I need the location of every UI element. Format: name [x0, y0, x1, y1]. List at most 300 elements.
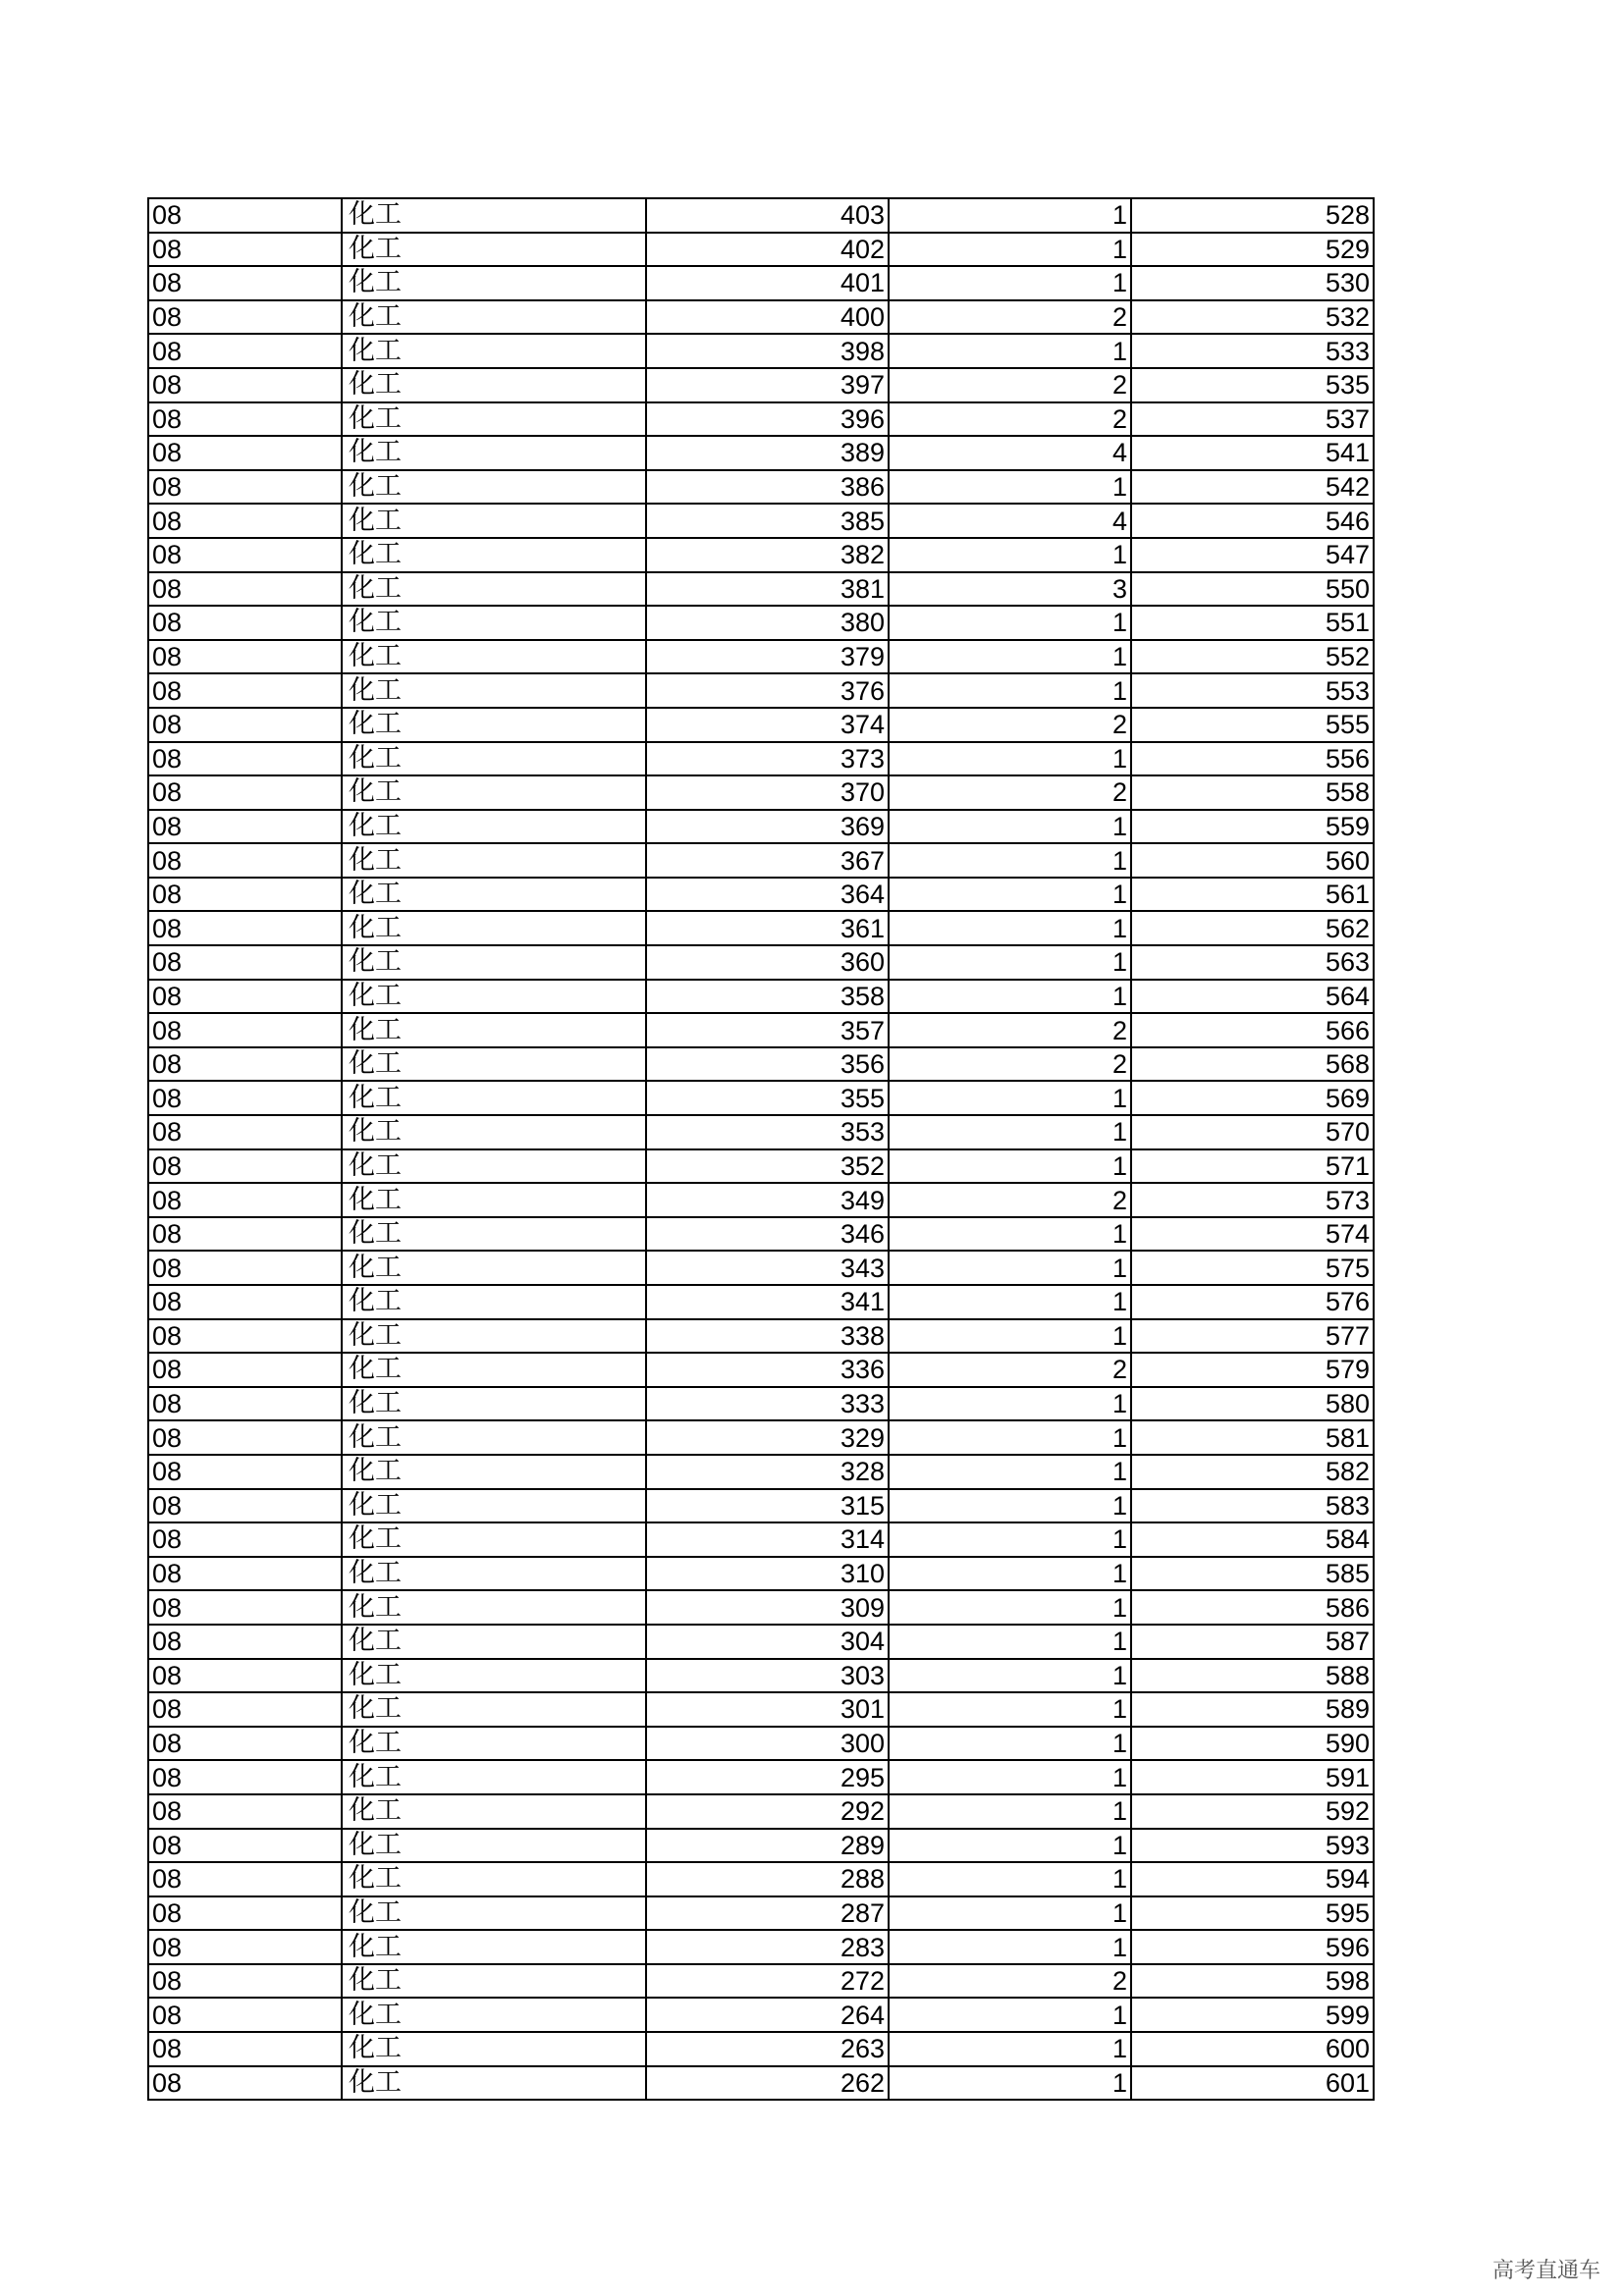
- score-cell: 349: [646, 1183, 889, 1217]
- table-row: [148, 538, 1374, 572]
- major-cell: 化工: [342, 368, 646, 402]
- code-cell: 08: [148, 1353, 342, 1387]
- table-row: [148, 911, 1374, 945]
- cumulative-cell: 559: [1131, 810, 1374, 844]
- code-cell: 08: [148, 1692, 342, 1727]
- cumulative-cell: 586: [1131, 1590, 1374, 1625]
- major-cell: 化工: [342, 1013, 646, 1047]
- table-row: [148, 945, 1374, 980]
- count-cell: 1: [889, 980, 1131, 1014]
- code-cell: 08: [148, 775, 342, 810]
- major-cell: 化工: [342, 1727, 646, 1761]
- score-cell: 382: [646, 538, 889, 572]
- count-cell: 1: [889, 1862, 1131, 1896]
- score-cell: 403: [646, 198, 889, 233]
- table-row: [148, 1590, 1374, 1625]
- table-row: [148, 1896, 1374, 1931]
- count-cell: 2: [889, 300, 1131, 335]
- count-cell: 1: [889, 1727, 1131, 1761]
- code-cell: 08: [148, 1557, 342, 1591]
- score-cell: 380: [646, 606, 889, 640]
- table-row: [148, 436, 1374, 470]
- count-cell: 1: [889, 1794, 1131, 1829]
- cumulative-cell: 598: [1131, 1964, 1374, 1999]
- major-cell: 化工: [342, 1420, 646, 1455]
- score-cell: 341: [646, 1285, 889, 1319]
- table-row: [148, 878, 1374, 912]
- cumulative-cell: 535: [1131, 368, 1374, 402]
- count-cell: 2: [889, 1183, 1131, 1217]
- count-cell: 1: [889, 640, 1131, 674]
- score-cell: 398: [646, 334, 889, 368]
- count-cell: 2: [889, 708, 1131, 742]
- code-cell: 08: [148, 1930, 342, 1964]
- count-cell: 1: [889, 2066, 1131, 2101]
- code-cell: 08: [148, 2066, 342, 2101]
- table-row: [148, 504, 1374, 538]
- cumulative-cell: 566: [1131, 1013, 1374, 1047]
- count-cell: 1: [889, 1217, 1131, 1252]
- table-row: [148, 300, 1374, 335]
- code-cell: 08: [148, 673, 342, 708]
- table-row: [148, 1353, 1374, 1387]
- table-row: [148, 233, 1374, 267]
- major-cell: 化工: [342, 1760, 646, 1794]
- score-cell: 385: [646, 504, 889, 538]
- count-cell: 1: [889, 1896, 1131, 1931]
- count-cell: 2: [889, 368, 1131, 402]
- count-cell: 1: [889, 1659, 1131, 1693]
- cumulative-cell: 580: [1131, 1387, 1374, 1421]
- count-cell: 1: [889, 606, 1131, 640]
- cumulative-cell: 573: [1131, 1183, 1374, 1217]
- major-cell: 化工: [342, 742, 646, 776]
- count-cell: 1: [889, 1489, 1131, 1523]
- cumulative-cell: 584: [1131, 1522, 1374, 1557]
- cumulative-cell: 560: [1131, 843, 1374, 878]
- count-cell: 4: [889, 504, 1131, 538]
- count-cell: 1: [889, 1557, 1131, 1591]
- count-cell: 1: [889, 334, 1131, 368]
- score-cell: 292: [646, 1794, 889, 1829]
- count-cell: 1: [889, 810, 1131, 844]
- table-row: [148, 1625, 1374, 1659]
- cumulative-cell: 562: [1131, 911, 1374, 945]
- count-cell: 1: [889, 1149, 1131, 1184]
- cumulative-cell: 547: [1131, 538, 1374, 572]
- cumulative-cell: 546: [1131, 504, 1374, 538]
- table-row: [148, 266, 1374, 300]
- score-cell: 389: [646, 436, 889, 470]
- score-cell: 336: [646, 1353, 889, 1387]
- code-cell: 08: [148, 334, 342, 368]
- table-row: [148, 1183, 1374, 1217]
- cumulative-cell: 590: [1131, 1727, 1374, 1761]
- score-cell: 304: [646, 1625, 889, 1659]
- count-cell: 2: [889, 1353, 1131, 1387]
- table-row: [148, 1387, 1374, 1421]
- major-cell: 化工: [342, 1896, 646, 1931]
- cumulative-cell: 579: [1131, 1353, 1374, 1387]
- major-cell: 化工: [342, 1251, 646, 1285]
- code-cell: 08: [148, 1862, 342, 1896]
- score-cell: 328: [646, 1455, 889, 1489]
- major-cell: 化工: [342, 775, 646, 810]
- major-cell: 化工: [342, 1862, 646, 1896]
- code-cell: 08: [148, 1455, 342, 1489]
- score-cell: 396: [646, 402, 889, 437]
- cumulative-cell: 595: [1131, 1896, 1374, 1931]
- table-row: [148, 1727, 1374, 1761]
- code-cell: 08: [148, 1625, 342, 1659]
- code-cell: 08: [148, 1285, 342, 1319]
- count-cell: 2: [889, 1047, 1131, 1082]
- major-cell: 化工: [342, 1692, 646, 1727]
- table-row: [148, 1149, 1374, 1184]
- score-cell: 402: [646, 233, 889, 267]
- score-cell: 343: [646, 1251, 889, 1285]
- score-cell: 264: [646, 1998, 889, 2032]
- table-row: [148, 1930, 1374, 1964]
- score-cell: 356: [646, 1047, 889, 1082]
- cumulative-cell: 599: [1131, 1998, 1374, 2032]
- code-cell: 08: [148, 368, 342, 402]
- cumulative-cell: 593: [1131, 1829, 1374, 1863]
- count-cell: 2: [889, 1964, 1131, 1999]
- score-cell: 346: [646, 1217, 889, 1252]
- score-cell: 355: [646, 1081, 889, 1115]
- score-cell: 329: [646, 1420, 889, 1455]
- count-cell: 1: [889, 673, 1131, 708]
- code-cell: 08: [148, 266, 342, 300]
- table-row: [148, 1420, 1374, 1455]
- score-cell: 283: [646, 1930, 889, 1964]
- major-cell: 化工: [342, 198, 646, 233]
- table-row: [148, 1115, 1374, 1149]
- cumulative-cell: 589: [1131, 1692, 1374, 1727]
- score-cell: 381: [646, 572, 889, 607]
- code-cell: 08: [148, 708, 342, 742]
- major-cell: 化工: [342, 334, 646, 368]
- count-cell: 2: [889, 1013, 1131, 1047]
- score-cell: 295: [646, 1760, 889, 1794]
- score-cell: 386: [646, 470, 889, 505]
- count-cell: 1: [889, 1387, 1131, 1421]
- code-cell: 08: [148, 980, 342, 1014]
- cumulative-cell: 596: [1131, 1930, 1374, 1964]
- cumulative-cell: 550: [1131, 572, 1374, 607]
- code-cell: 08: [148, 1727, 342, 1761]
- score-cell: 288: [646, 1862, 889, 1896]
- major-cell: 化工: [342, 2032, 646, 2066]
- count-cell: 1: [889, 470, 1131, 505]
- major-cell: 化工: [342, 810, 646, 844]
- code-cell: 08: [148, 810, 342, 844]
- cumulative-cell: 576: [1131, 1285, 1374, 1319]
- cumulative-cell: 568: [1131, 1047, 1374, 1082]
- major-cell: 化工: [342, 640, 646, 674]
- major-cell: 化工: [342, 980, 646, 1014]
- code-cell: 08: [148, 470, 342, 505]
- table-row: [148, 606, 1374, 640]
- table-row: [148, 1013, 1374, 1047]
- score-cell: 379: [646, 640, 889, 674]
- major-cell: 化工: [342, 708, 646, 742]
- major-cell: 化工: [342, 1047, 646, 1082]
- code-cell: 08: [148, 538, 342, 572]
- cumulative-cell: 537: [1131, 402, 1374, 437]
- table-row: [148, 1557, 1374, 1591]
- code-cell: 08: [148, 233, 342, 267]
- count-cell: 1: [889, 1081, 1131, 1115]
- cumulative-cell: 558: [1131, 775, 1374, 810]
- watermark-text: 高考直通车: [1491, 2259, 1600, 2283]
- table-row: [148, 198, 1374, 233]
- major-cell: 化工: [342, 1353, 646, 1387]
- cumulative-cell: 553: [1131, 673, 1374, 708]
- score-cell: 357: [646, 1013, 889, 1047]
- count-cell: 4: [889, 436, 1131, 470]
- code-cell: 08: [148, 945, 342, 980]
- score-cell: 300: [646, 1727, 889, 1761]
- count-cell: 2: [889, 402, 1131, 437]
- code-cell: 08: [148, 1013, 342, 1047]
- table-row: [148, 1998, 1374, 2032]
- score-cell: 361: [646, 911, 889, 945]
- table-row: [148, 2032, 1374, 2066]
- table-row: [148, 742, 1374, 776]
- major-cell: 化工: [342, 1149, 646, 1184]
- major-cell: 化工: [342, 878, 646, 912]
- major-cell: 化工: [342, 1319, 646, 1354]
- cumulative-cell: 552: [1131, 640, 1374, 674]
- code-cell: 08: [148, 1998, 342, 2032]
- score-cell: 370: [646, 775, 889, 810]
- code-cell: 08: [148, 1251, 342, 1285]
- cumulative-cell: 583: [1131, 1489, 1374, 1523]
- cumulative-cell: 594: [1131, 1862, 1374, 1896]
- code-cell: 08: [148, 1081, 342, 1115]
- code-cell: 08: [148, 1896, 342, 1931]
- table-row: [148, 1692, 1374, 1727]
- major-cell: 化工: [342, 1590, 646, 1625]
- table-row: [148, 1760, 1374, 1794]
- score-cell: 301: [646, 1692, 889, 1727]
- major-cell: 化工: [342, 1930, 646, 1964]
- count-cell: 1: [889, 2032, 1131, 2066]
- code-cell: 08: [148, 742, 342, 776]
- cumulative-cell: 561: [1131, 878, 1374, 912]
- count-cell: 2: [889, 775, 1131, 810]
- table-row: [148, 1794, 1374, 1829]
- score-cell: 353: [646, 1115, 889, 1149]
- cumulative-cell: 591: [1131, 1760, 1374, 1794]
- count-cell: 1: [889, 198, 1131, 233]
- major-cell: 化工: [342, 1115, 646, 1149]
- count-cell: 1: [889, 266, 1131, 300]
- score-cell: 367: [646, 843, 889, 878]
- table-row: [148, 368, 1374, 402]
- count-cell: 1: [889, 1760, 1131, 1794]
- major-cell: 化工: [342, 1183, 646, 1217]
- major-cell: 化工: [342, 606, 646, 640]
- table-row: [148, 1217, 1374, 1252]
- score-cell: 364: [646, 878, 889, 912]
- count-cell: 1: [889, 233, 1131, 267]
- count-cell: 1: [889, 1115, 1131, 1149]
- major-cell: 化工: [342, 1489, 646, 1523]
- count-cell: 1: [889, 878, 1131, 912]
- code-cell: 08: [148, 1760, 342, 1794]
- score-cell: 309: [646, 1590, 889, 1625]
- code-cell: 08: [148, 1183, 342, 1217]
- major-cell: 化工: [342, 1387, 646, 1421]
- code-cell: 08: [148, 198, 342, 233]
- code-cell: 08: [148, 843, 342, 878]
- major-cell: 化工: [342, 2066, 646, 2101]
- count-cell: 3: [889, 572, 1131, 607]
- code-cell: 08: [148, 1829, 342, 1863]
- code-cell: 08: [148, 1115, 342, 1149]
- code-cell: 08: [148, 1794, 342, 1829]
- table-row: [148, 640, 1374, 674]
- major-cell: 化工: [342, 843, 646, 878]
- score-cell: 315: [646, 1489, 889, 1523]
- cumulative-cell: 581: [1131, 1420, 1374, 1455]
- cumulative-cell: 542: [1131, 470, 1374, 505]
- code-cell: 08: [148, 2032, 342, 2066]
- count-cell: 1: [889, 1251, 1131, 1285]
- code-cell: 08: [148, 1590, 342, 1625]
- cumulative-cell: 577: [1131, 1319, 1374, 1354]
- major-cell: 化工: [342, 1217, 646, 1252]
- cumulative-cell: 541: [1131, 436, 1374, 470]
- table-row: [148, 980, 1374, 1014]
- cumulative-cell: 582: [1131, 1455, 1374, 1489]
- table-row: [148, 402, 1374, 437]
- major-cell: 化工: [342, 673, 646, 708]
- count-cell: 1: [889, 1285, 1131, 1319]
- table-row: [148, 470, 1374, 505]
- table-row: [148, 572, 1374, 607]
- count-cell: 1: [889, 1319, 1131, 1354]
- score-cell: 287: [646, 1896, 889, 1931]
- count-cell: 1: [889, 742, 1131, 776]
- count-cell: 1: [889, 1455, 1131, 1489]
- major-cell: 化工: [342, 1964, 646, 1999]
- major-cell: 化工: [342, 1998, 646, 2032]
- cumulative-cell: 600: [1131, 2032, 1374, 2066]
- table-row: [148, 1522, 1374, 1557]
- count-cell: 1: [889, 1590, 1131, 1625]
- table-row: [148, 1455, 1374, 1489]
- score-cell: 314: [646, 1522, 889, 1557]
- score-cell: 360: [646, 945, 889, 980]
- code-cell: 08: [148, 1489, 342, 1523]
- table-row: [148, 1659, 1374, 1693]
- score-cell: 352: [646, 1149, 889, 1184]
- code-cell: 08: [148, 572, 342, 607]
- major-cell: 化工: [342, 1522, 646, 1557]
- table-row: [148, 1964, 1374, 1999]
- code-cell: 08: [148, 300, 342, 335]
- cumulative-cell: 575: [1131, 1251, 1374, 1285]
- score-cell: 373: [646, 742, 889, 776]
- code-cell: 08: [148, 1319, 342, 1354]
- major-cell: 化工: [342, 945, 646, 980]
- major-cell: 化工: [342, 233, 646, 267]
- major-cell: 化工: [342, 1455, 646, 1489]
- code-cell: 08: [148, 436, 342, 470]
- table-row: [148, 1081, 1374, 1115]
- table-row: [148, 1829, 1374, 1863]
- cumulative-cell: 601: [1131, 2066, 1374, 2101]
- table-row: [148, 1319, 1374, 1354]
- major-cell: 化工: [342, 470, 646, 505]
- major-cell: 化工: [342, 1557, 646, 1591]
- code-cell: 08: [148, 606, 342, 640]
- count-cell: 1: [889, 1522, 1131, 1557]
- major-cell: 化工: [342, 1829, 646, 1863]
- code-cell: 08: [148, 640, 342, 674]
- score-cell: 262: [646, 2066, 889, 2101]
- cumulative-cell: 587: [1131, 1625, 1374, 1659]
- code-cell: 08: [148, 1659, 342, 1693]
- score-cell: 369: [646, 810, 889, 844]
- score-cell: 333: [646, 1387, 889, 1421]
- cumulative-cell: 571: [1131, 1149, 1374, 1184]
- major-cell: 化工: [342, 1659, 646, 1693]
- table-row: [148, 1862, 1374, 1896]
- cumulative-cell: 555: [1131, 708, 1374, 742]
- code-cell: 08: [148, 1047, 342, 1082]
- cumulative-cell: 530: [1131, 266, 1374, 300]
- score-cell: 263: [646, 2032, 889, 2066]
- count-cell: 1: [889, 945, 1131, 980]
- cumulative-cell: 570: [1131, 1115, 1374, 1149]
- major-cell: 化工: [342, 1081, 646, 1115]
- score-cell: 401: [646, 266, 889, 300]
- table-row: [148, 775, 1374, 810]
- major-cell: 化工: [342, 911, 646, 945]
- table-row: [148, 2066, 1374, 2101]
- count-cell: 1: [889, 1998, 1131, 2032]
- major-cell: 化工: [342, 402, 646, 437]
- count-cell: 1: [889, 1625, 1131, 1659]
- score-cell: 272: [646, 1964, 889, 1999]
- cumulative-cell: 551: [1131, 606, 1374, 640]
- code-cell: 08: [148, 504, 342, 538]
- major-cell: 化工: [342, 436, 646, 470]
- major-cell: 化工: [342, 504, 646, 538]
- cumulative-cell: 563: [1131, 945, 1374, 980]
- cumulative-cell: 528: [1131, 198, 1374, 233]
- cumulative-cell: 592: [1131, 1794, 1374, 1829]
- count-cell: 1: [889, 843, 1131, 878]
- major-cell: 化工: [342, 1625, 646, 1659]
- cumulative-cell: 588: [1131, 1659, 1374, 1693]
- code-cell: 08: [148, 1522, 342, 1557]
- major-cell: 化工: [342, 538, 646, 572]
- score-table: [147, 197, 1375, 2101]
- score-cell: 376: [646, 673, 889, 708]
- count-cell: 1: [889, 1420, 1131, 1455]
- cumulative-cell: 569: [1131, 1081, 1374, 1115]
- code-cell: 08: [148, 1387, 342, 1421]
- score-cell: 358: [646, 980, 889, 1014]
- table-row: [148, 1251, 1374, 1285]
- score-cell: 310: [646, 1557, 889, 1591]
